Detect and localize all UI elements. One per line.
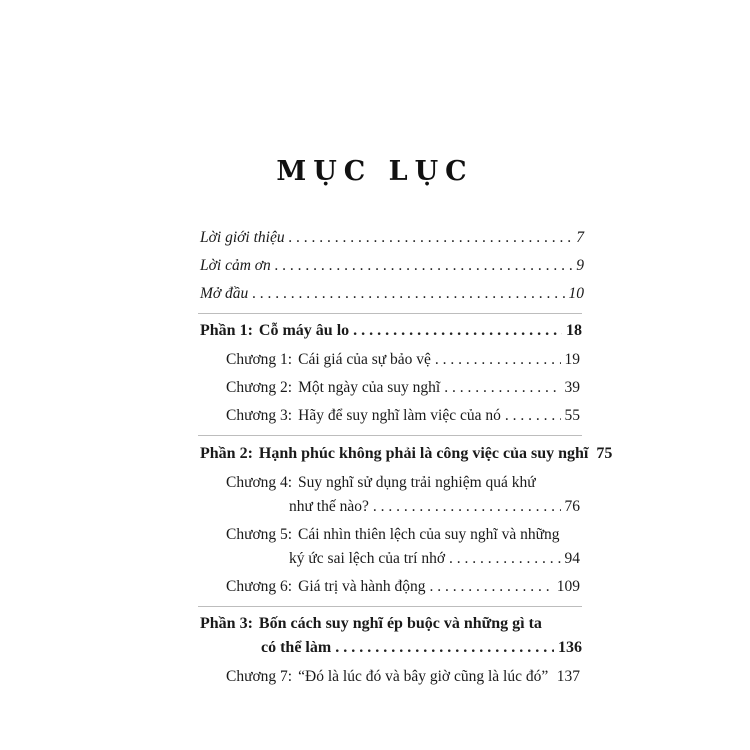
part-page: 75 (596, 445, 613, 462)
chapter-label: Chương 6: (226, 578, 293, 595)
toc-chapter-1 (226, 350, 580, 370)
section-divider (198, 313, 582, 314)
toc-part-3-line1 (200, 614, 542, 634)
toc-chapter-7 (226, 667, 580, 687)
toc-part-3-line2 (261, 638, 582, 658)
part-page: 18 (566, 322, 582, 339)
toc-chapter-4-line2 (289, 497, 580, 517)
chapter-label: Chương 3: (226, 407, 293, 424)
toc-part-1 (200, 321, 582, 341)
chapter-page: 109 (556, 578, 580, 595)
chapter-label: Chương 5: (226, 526, 293, 543)
toc-entry-page: 9 (576, 257, 584, 274)
toc-leader-dots (252, 284, 564, 304)
chapter-title: Suy nghĩ sử dụng trải nghiệm quá khứ (298, 474, 536, 491)
toc-chapter-2 (226, 378, 580, 398)
toc-leader-dots (335, 638, 554, 658)
section-divider (198, 606, 582, 607)
toc-leader-dots (444, 378, 560, 398)
toc-entry-page: 10 (568, 285, 584, 302)
chapter-label: Chương 1: (226, 351, 293, 368)
toc-leader-dots (552, 667, 553, 687)
toc-leader-dots (353, 321, 562, 341)
chapter-title-cont: ký ức sai lệch của trí nhớ (289, 550, 446, 567)
part-title-cont: có thể làm (261, 639, 332, 656)
part-label: Phần 2: (200, 445, 253, 462)
toc-leader-dots (275, 256, 572, 276)
toc-entry-front-3 (200, 284, 584, 304)
chapter-title: Cái giá của sự bảo vệ (298, 351, 431, 368)
chapter-title: “Đó là lúc đó và bây giờ cũng là lúc đó” (298, 668, 549, 685)
toc-part-2 (200, 444, 613, 464)
chapter-title: Một ngày của suy nghĩ (298, 379, 441, 396)
toc-leader-dots (289, 228, 573, 248)
toc-entry-front-1 (200, 228, 584, 248)
section-divider (198, 435, 582, 436)
toc-entry-page: 7 (576, 229, 584, 246)
toc-entry-title: Lời cảm ơn (200, 257, 271, 274)
toc-leader-dots (449, 549, 560, 569)
chapter-page: 55 (564, 407, 580, 424)
chapter-page: 137 (556, 668, 580, 685)
chapter-title: Giá trị và hành động (298, 578, 426, 595)
chapter-page: 19 (564, 351, 580, 368)
toc-entry-front-2 (200, 256, 584, 276)
toc-chapter-3 (226, 406, 580, 426)
chapter-label: Chương 2: (226, 379, 293, 396)
part-page: 136 (558, 639, 582, 656)
toc-leader-dots (505, 406, 561, 426)
chapter-page: 39 (564, 379, 580, 396)
toc-chapter-6 (226, 577, 580, 597)
chapter-label: Chương 7: (226, 668, 293, 685)
toc-leader-dots (373, 497, 561, 517)
toc-leader-dots (435, 350, 561, 370)
chapter-title: Hãy để suy nghĩ làm việc của nó (298, 407, 501, 424)
chapter-title: Cái nhìn thiên lệch của suy nghĩ và những (298, 526, 560, 543)
chapter-page: 94 (564, 550, 580, 567)
part-title: Cỗ máy âu lo (258, 322, 350, 339)
toc-leader-dots (430, 577, 553, 597)
toc-entry-title: Mở đầu (200, 285, 249, 302)
toc-entry-title: Lời giới thiệu (200, 229, 285, 246)
part-title: Hạnh phúc không phải là công việc của suy nghĩ (258, 445, 589, 462)
page-title: MỤC LỤC (276, 156, 474, 187)
toc-chapter-5-line1 (226, 525, 560, 545)
toc-chapter-4-line1 (226, 473, 536, 493)
chapter-title-cont: như thế nào? (289, 498, 369, 515)
part-label: Phần 3: (200, 615, 253, 632)
chapter-page: 76 (564, 498, 580, 515)
part-title: Bốn cách suy nghĩ ép buộc và những gì ta (258, 615, 542, 632)
toc-chapter-5-line2 (289, 549, 580, 569)
chapter-label: Chương 4: (226, 474, 293, 491)
part-label: Phần 1: (200, 322, 253, 339)
